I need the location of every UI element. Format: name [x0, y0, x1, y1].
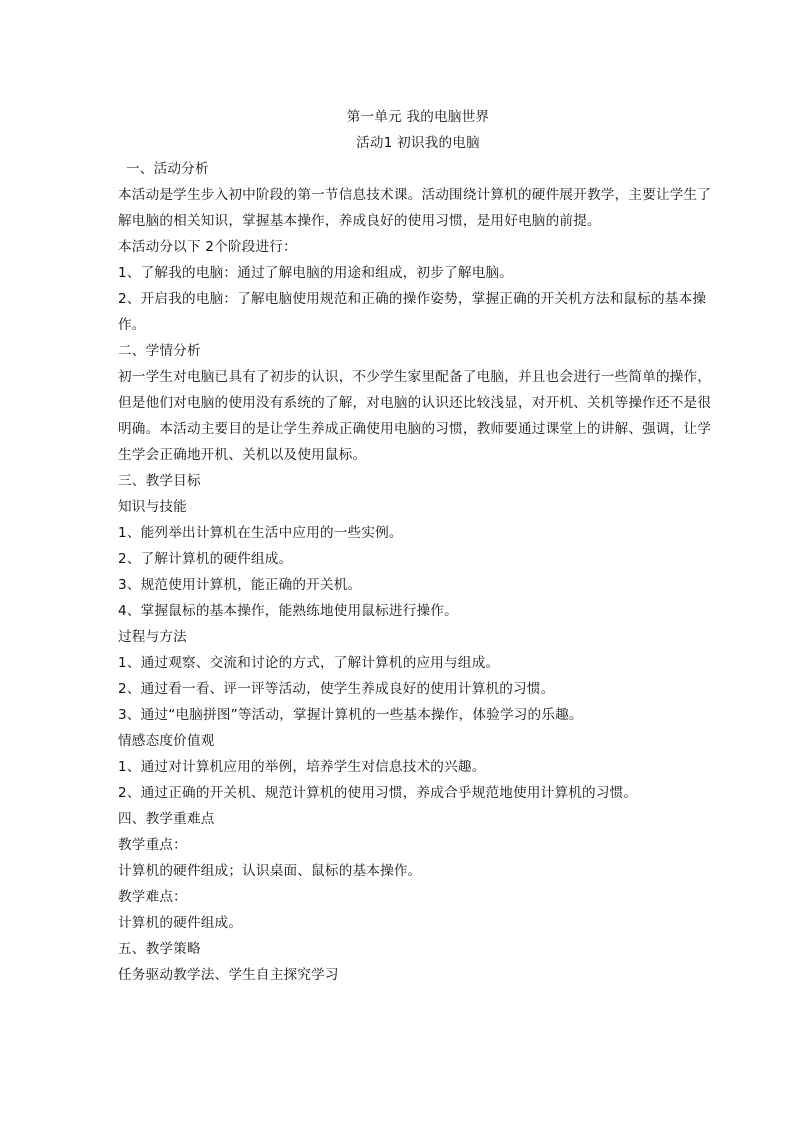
list-item: 4、掌握鼠标的基本操作，能熟练地使用鼠标进行操作。	[118, 603, 458, 619]
section-heading-key-difficult-points: 四、教学重难点	[118, 811, 215, 827]
list-item: 1、通过对计算机应用的举例，培养学生对信息技术的兴趣。	[118, 759, 486, 775]
label-key-points: 教学重点：	[118, 837, 187, 853]
subheading-knowledge-skills: 知识与技能	[118, 499, 187, 515]
section-heading-teaching-strategy: 五、教学策略	[118, 941, 201, 957]
subheading-attitudes-values: 情感态度价值观	[118, 733, 215, 749]
list-item: 1、能列举出计算机在生活中应用的一些实例。	[118, 525, 403, 541]
list-item: 2、通过看一看、评一评等活动，使学生养成良好的使用计算机的习惯。	[118, 681, 555, 697]
paragraph: 任务驱动教学法、学生自主探究学习	[118, 967, 339, 983]
paragraph: 本活动分以下 2个阶段进行：	[118, 239, 297, 255]
list-item: 2、通过正确的开关机、规范计算机的使用习惯，养成合乎规范地使用计算机的习惯。	[118, 785, 638, 801]
paragraph: 计算机的硬件组成。	[118, 915, 243, 931]
list-item: 1、了解我的电脑：通过了解电脑的用途和组成，初步了解电脑。	[118, 265, 514, 281]
document-body	[118, 104, 718, 988]
list-item: 3、规范使用计算机，能正确的开关机。	[118, 577, 362, 593]
paragraph: 计算机的硬件组成；认识桌面、鼠标的基本操作。	[118, 863, 422, 879]
paragraph: 初一学生对电脑已具有了初步的认识，不少学生家里配备了电脑，并且也会进行一些简单的操作，但是他们对电脑的使用没有系统的了解，对电脑的认识还比较浅显，对开机、关机等操作还不是很明确。本活动主要目的是让学生养成正确使用电脑的习惯，教师要通过课堂上的讲解、强调，让学生学会正确地开机、关机以及使用鼠标。	[118, 369, 712, 463]
paragraph: 本活动是学生步入初中阶段的第一节信息技术课。活动围绕计算机的硬件展开教学，主要让学生了解电脑的相关知识，掌握基本操作，养成良好的使用习惯，是用好电脑的前提。	[118, 187, 712, 229]
list-item: 2、了解计算机的硬件组成。	[118, 551, 293, 567]
unit-title: 第一单元 我的电脑世界	[346, 109, 490, 125]
subheading-process-methods: 过程与方法	[118, 629, 187, 645]
section-heading-activity-analysis: 一、活动分析	[126, 161, 209, 177]
list-item: 1、通过观察、交流和讨论的方式，了解计算机的应用与组成。	[118, 655, 500, 671]
activity-title: 活动1 初识我的电脑	[356, 135, 480, 151]
list-item: 3、通过“电脑拼图”等活动，掌握计算机的一些基本操作，体验学习的乐趣。	[118, 707, 583, 723]
section-heading-learner-analysis: 二、学情分析	[118, 343, 201, 359]
label-difficult-points: 教学难点：	[118, 889, 187, 905]
list-item: 2、开启我的电脑：了解电脑使用规范和正确的操作姿势，掌握正确的开关机方法和鼠标的基本操作。	[118, 291, 707, 333]
section-heading-teaching-objectives: 三、教学目标	[118, 473, 201, 489]
